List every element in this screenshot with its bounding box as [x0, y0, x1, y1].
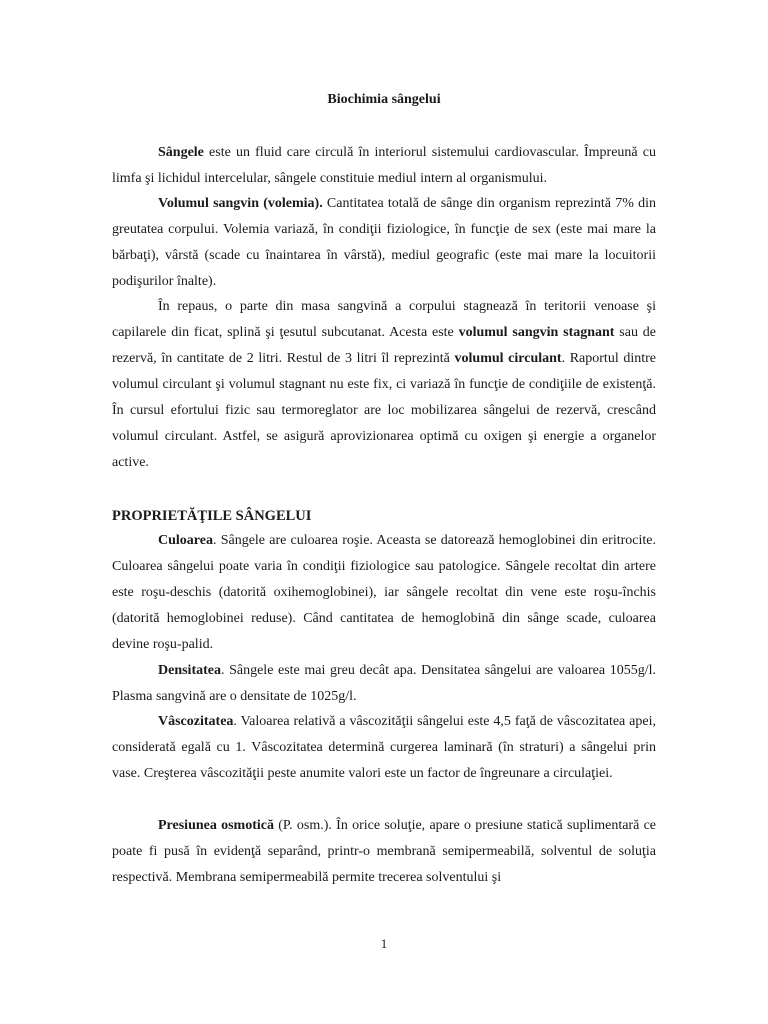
paragraph-vascozitatea: Vâscozitatea. Valoarea relativă a vâscozităţii sângelui este 4,5 faţă de vâscozitatea apei, considerată egală cu 1. Vâscozitatea determină curgerea laminară (în straturi) a sângelui prin vase. Creşterea vâscozităţii peste anumite valori este un factor de îngreunare a circulaţiei.	[112, 714, 656, 781]
term-culoarea: Culoarea	[158, 533, 213, 548]
term-densitatea: Densitatea	[158, 663, 221, 678]
term-sangele: Sângele	[158, 145, 204, 160]
paragraph-repaus: În repaus, o parte din masa sangvină a corpului stagnează în teritorii venoase şi capilarele din ficat, splină şi ţesutul subcutanat. Acesta este volumul sangvin stagnant sau de rezervă, în cantitate de 2 litri. Restul de 3 litri îl reprezintă volumul circulant. Raportul dintre volumul circulant şi volumul stagnant nu este fix, ci variază în funcţie de condiţiile de existenţă. În cursul efortului fizic sau termoreglator are loc mobilizarea sângelui de rezervă, crescând volumul circulant. Astfel, se asigură aprovizionarea optimă cu oxigen şi energie a organelor active.	[112, 299, 656, 470]
term-volum-stagnant: volumul sangvin stagnant	[458, 325, 615, 340]
term-volum-sangvin: Volumul sangvin (volemia).	[158, 196, 323, 211]
term-vascozitatea: Vâscozitatea	[158, 714, 234, 729]
page-number: 1	[380, 936, 388, 951]
term-volum-circulant: volumul circulant	[454, 351, 562, 366]
term-presiunea-osmotica: Presiunea osmotică	[158, 818, 274, 833]
paragraph-intro: Sângele este un fluid care circulă în interiorul sistemului cardiovascular. Împreună cu limfa şi lichidul intercelular, sângele constituie mediul intern al organismului.	[112, 145, 656, 186]
paragraph-volum-sangvin: Volumul sangvin (volemia). Cantitatea totală de sânge din organism reprezintă 7% din greutatea corpului. Volemia variază, în condiţii fiziologice, în funcţie de sex (este mai mare la bărbaţi), vârstă (scade cu înaintarea în vârstă), mediul geografic (este mai mare la locuitorii podişurilor înalte).	[112, 196, 656, 289]
document-title: Biochimia sângelui	[327, 92, 441, 107]
paragraph-culoarea: Culoarea. Sângele are culoarea roşie. Aceasta se datorează hemoglobinei din eritrocite. Culoarea sângelui poate varia în condiţii fiziologice sau patologice. Sângele recoltat din artere este roşu-deschis (datorită oxihemoglobinei), iar sângele recoltat din vene este roşu-închis (datorită hemoglobinei reduse). Când cantitatea de hemoglobină din sânge scade, culoarea devine roşu-palid.	[112, 533, 656, 652]
paragraph-presiunea: Presiunea osmotică (P. osm.). În orice soluţie, apare o presiune statică suplimentară ce poate fi pusă în evidenţă separând, printr-o membrană semipermeabilă, solventul de soluţia respectivă. Membrana semipermeabilă permite trecerea solventului şi	[112, 818, 656, 885]
paragraph-densitatea: Densitatea. Sângele este mai greu decât apa. Densitatea sângelui are valoarea 1055g/l. Plasma sangvină are o densitate de 1025g/l.	[112, 663, 656, 704]
section-heading: PROPRIETĂŢILE SÂNGELUI	[112, 508, 312, 524]
